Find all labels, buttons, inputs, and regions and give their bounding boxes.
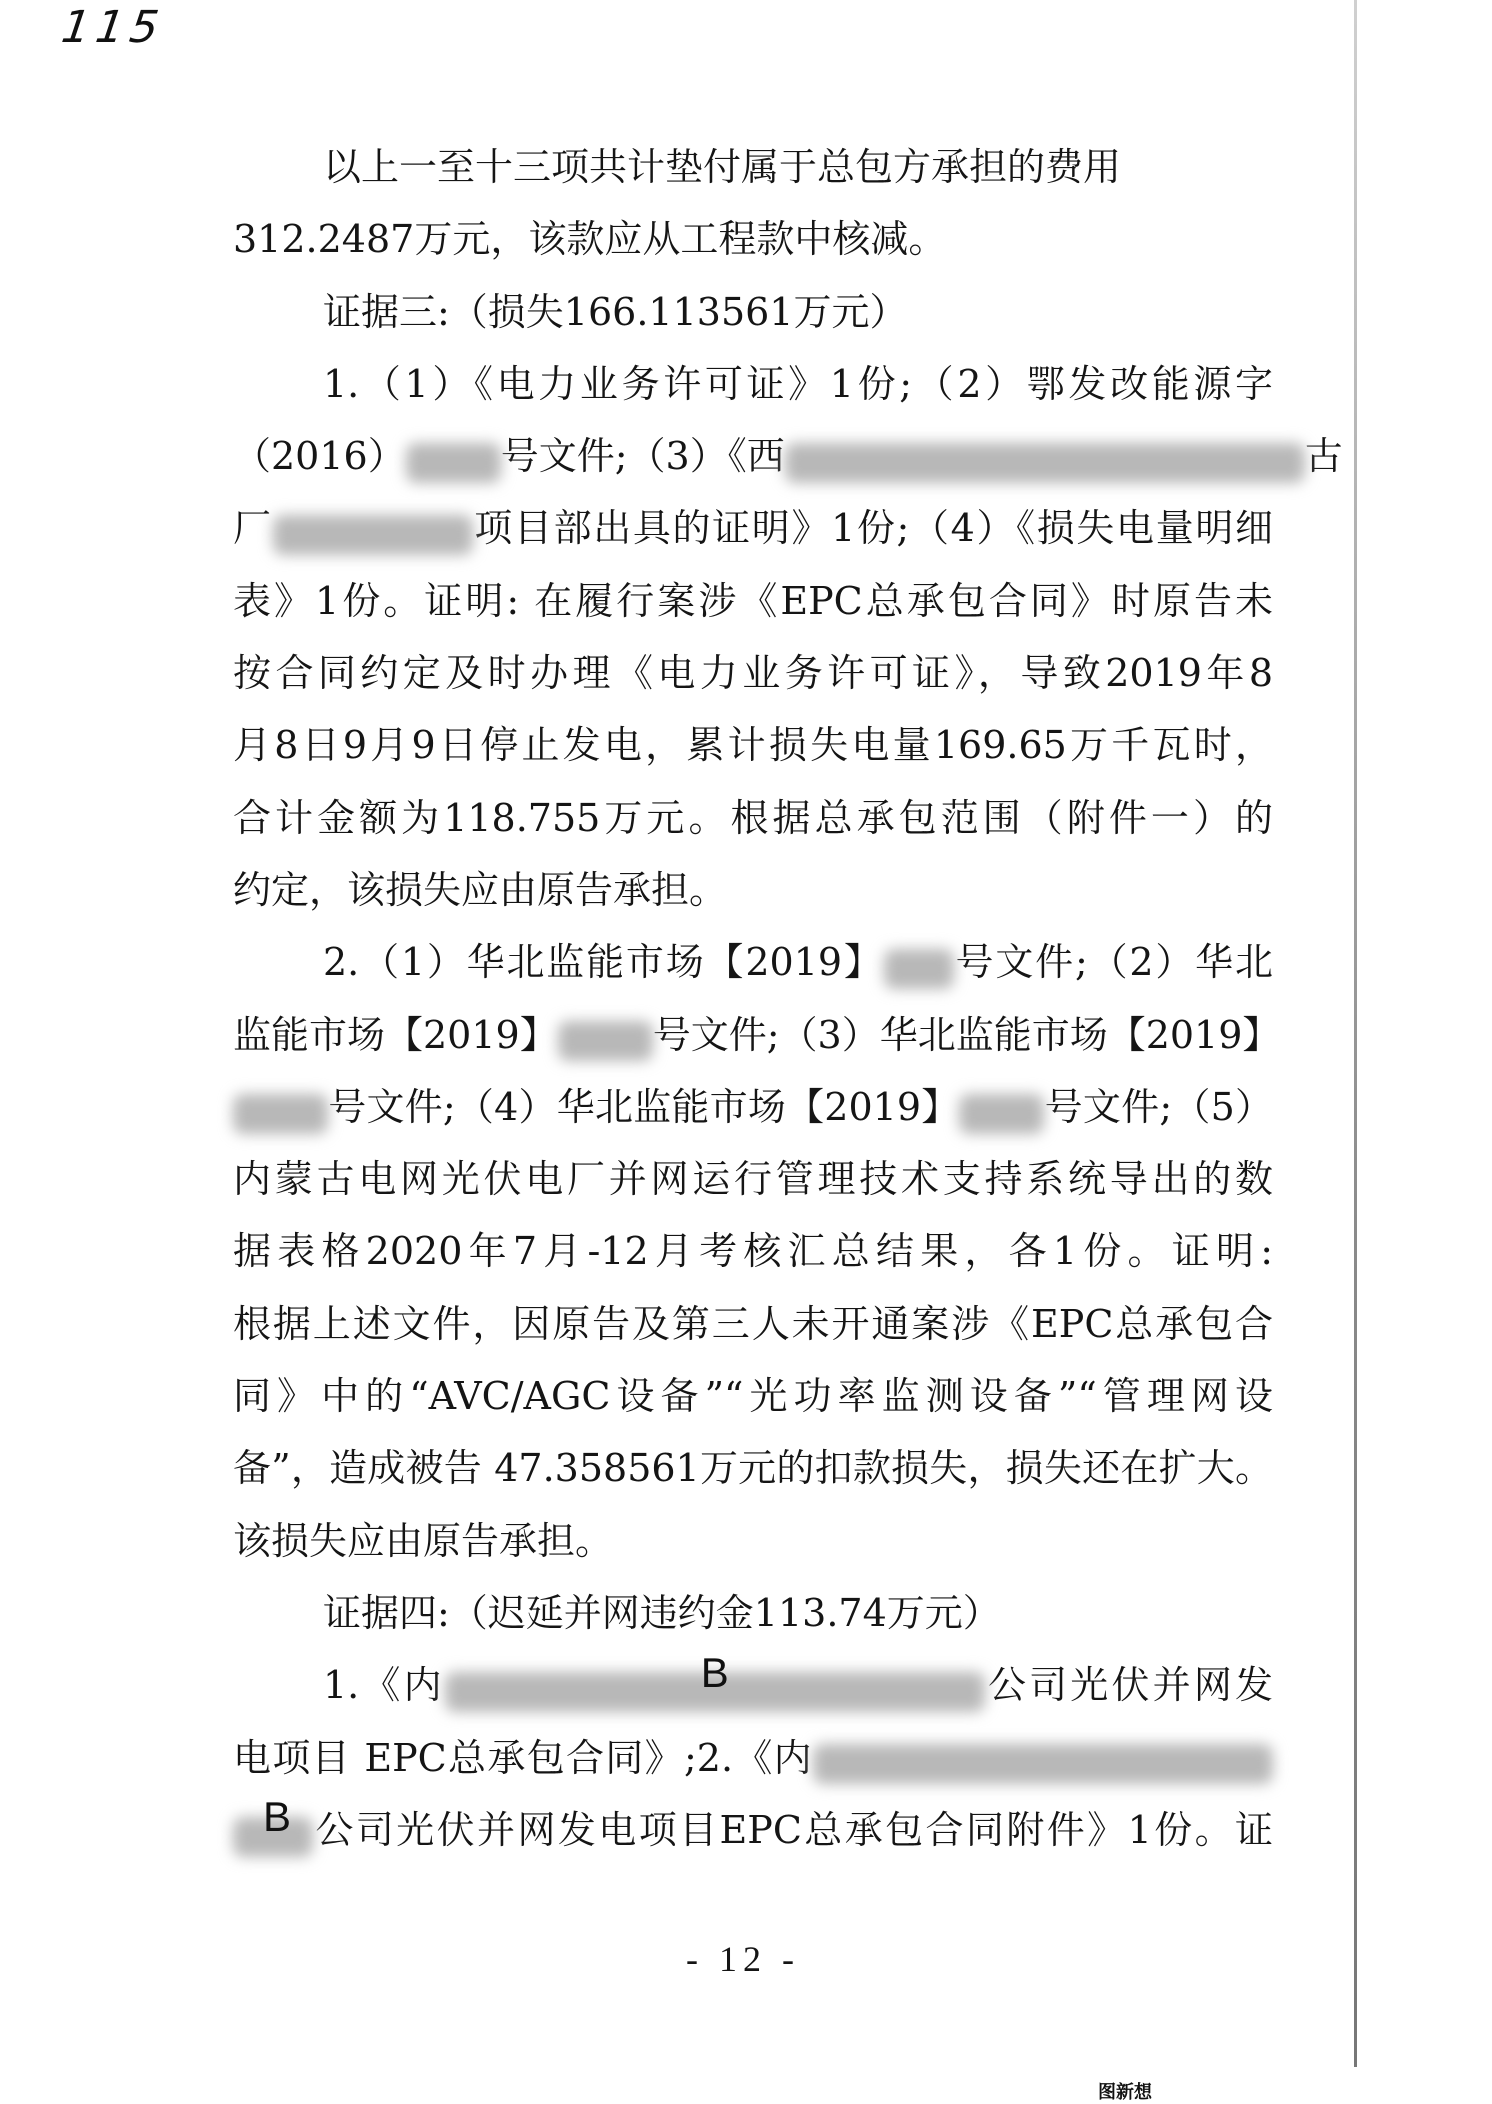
- text-line: [233, 1143, 1273, 1215]
- redaction-blur: [406, 443, 501, 483]
- text-segment: 古: [1304, 434, 1343, 479]
- text-line: [233, 1432, 1273, 1504]
- redaction-blur: [233, 1094, 328, 1134]
- text-line: [233, 203, 1273, 275]
- text-line: [233, 1649, 1273, 1721]
- text-segment: 根据上述文件，因原告及第三人未开通案涉《EPC总承包合: [233, 1301, 1273, 1346]
- text-segment: 项目部出具的证明》1份;（4）《损失电量明细: [472, 506, 1273, 551]
- text-line: [233, 348, 1273, 420]
- page-number: - 12 -: [686, 1939, 800, 1979]
- redacted-region: [813, 1725, 1273, 1797]
- text-segment: 内蒙古电网光伏电厂并网运行管理技术支持系统导出的数: [233, 1157, 1273, 1202]
- text-segment: 公司光伏并网发电项目EPC总承包合同附件》1份。证: [313, 1807, 1273, 1852]
- text-segment: 以上一至十三项共计垫付属于总包方承担的费用: [323, 145, 1122, 189]
- text-line: [233, 637, 1273, 709]
- redacted-region: [445, 1648, 985, 1725]
- redacted-region: [959, 1074, 1044, 1146]
- redacted-region: [273, 496, 473, 568]
- text-line: [233, 131, 1273, 203]
- text-segment: 号文件;（2）华北: [953, 940, 1273, 985]
- text-line: [233, 1722, 1273, 1794]
- text-segment: 备”，造成被告 47.358561万元的扣款损失，损失还在扩大。: [233, 1446, 1273, 1491]
- text-segment: 月8日9月9日停止发电，累计损失电量169.65万千瓦时，: [233, 723, 1273, 768]
- text-segment: 约定，该损失应由原告承担。: [233, 867, 728, 912]
- text-segment: 监能市场【2019】: [233, 1012, 558, 1057]
- text-segment: 该损失应由原告承担。: [233, 1518, 614, 1563]
- text-line: [233, 709, 1273, 781]
- text-line: [233, 420, 1343, 492]
- text-segment: 312.2487万元，该款应从工程款中核减。: [233, 217, 947, 262]
- text-segment: 表》1份。证明: 在履行案涉《EPC总承包合同》时原告未: [233, 578, 1273, 623]
- text-segment: 号文件;（3）华北监能市场【2019】: [652, 1012, 1281, 1057]
- redaction-label: B: [263, 1793, 292, 1841]
- text-segment: 电项目 EPC总承包合同》;2.《内: [233, 1735, 813, 1780]
- text-segment: 证据三:（损失166.113561万元）: [323, 289, 908, 334]
- text-segment: 证据四:（迟延并网违约金113.74万元）: [323, 1590, 1001, 1635]
- handwritten-page-mark: 115: [58, 2, 168, 53]
- redaction-label: B: [700, 1648, 729, 1696]
- scan-edge-divider: [1354, 0, 1357, 2067]
- text-segment: 公司光伏并网发: [984, 1663, 1273, 1708]
- text-segment: 据表格2020年7月-12月考核汇总结果，各1份。证明:: [233, 1229, 1273, 1274]
- text-segment: 同》中的“AVC/AGC设备”“光功率监测设备”“管理网设: [233, 1374, 1273, 1419]
- text-segment: 2.（1）华北监能市场【2019】: [323, 940, 884, 985]
- redaction-blur: [813, 1744, 1273, 1784]
- redaction-blur: [273, 515, 473, 555]
- text-segment: 厂: [233, 506, 273, 551]
- redacted-region: [785, 424, 1305, 496]
- text-line: [233, 1288, 1273, 1360]
- text-line: [233, 1215, 1273, 1287]
- redacted-region: [884, 930, 954, 1002]
- text-segment: 号文件;（4）华北监能市场【2019】: [328, 1084, 960, 1129]
- corner-mark: 图新想: [1098, 2082, 1152, 2103]
- redacted-region: [406, 424, 501, 496]
- text-line: [233, 926, 1273, 998]
- redaction-blur: [558, 1021, 653, 1061]
- redaction-blur: [785, 443, 1305, 483]
- text-segment: 号文件;（5）: [1044, 1084, 1273, 1129]
- text-segment: （2016）: [233, 434, 406, 479]
- text-line: [233, 1794, 1273, 1866]
- text-segment: 号文件;（3）《西: [500, 434, 785, 479]
- text-line: [233, 565, 1273, 637]
- text-line: [233, 1505, 1273, 1577]
- redaction-blur: [884, 949, 954, 989]
- text-line: [233, 1071, 1273, 1143]
- redacted-region: [233, 1074, 328, 1146]
- redaction-blur: [959, 1094, 1044, 1134]
- document-body: [233, 131, 1343, 1866]
- redacted-region: [558, 1002, 653, 1074]
- text-line: [233, 854, 1273, 926]
- text-line: [233, 1577, 1273, 1649]
- text-segment: 合计金额为118.755万元。根据总承包范围（附件一）的: [233, 795, 1273, 840]
- redacted-region: [233, 1793, 313, 1869]
- text-line: [233, 1360, 1273, 1432]
- text-segment: 1.《内: [323, 1663, 445, 1708]
- text-line: [233, 782, 1273, 854]
- text-line: [233, 492, 1273, 564]
- text-segment: 按合同约定及时办理《电力业务许可证》，导致2019年8: [233, 651, 1273, 696]
- text-line: [233, 999, 1281, 1071]
- text-segment: 1.（1）《电力业务许可证》1份;（2）鄂发改能源字: [323, 361, 1273, 406]
- text-line: [233, 276, 1273, 348]
